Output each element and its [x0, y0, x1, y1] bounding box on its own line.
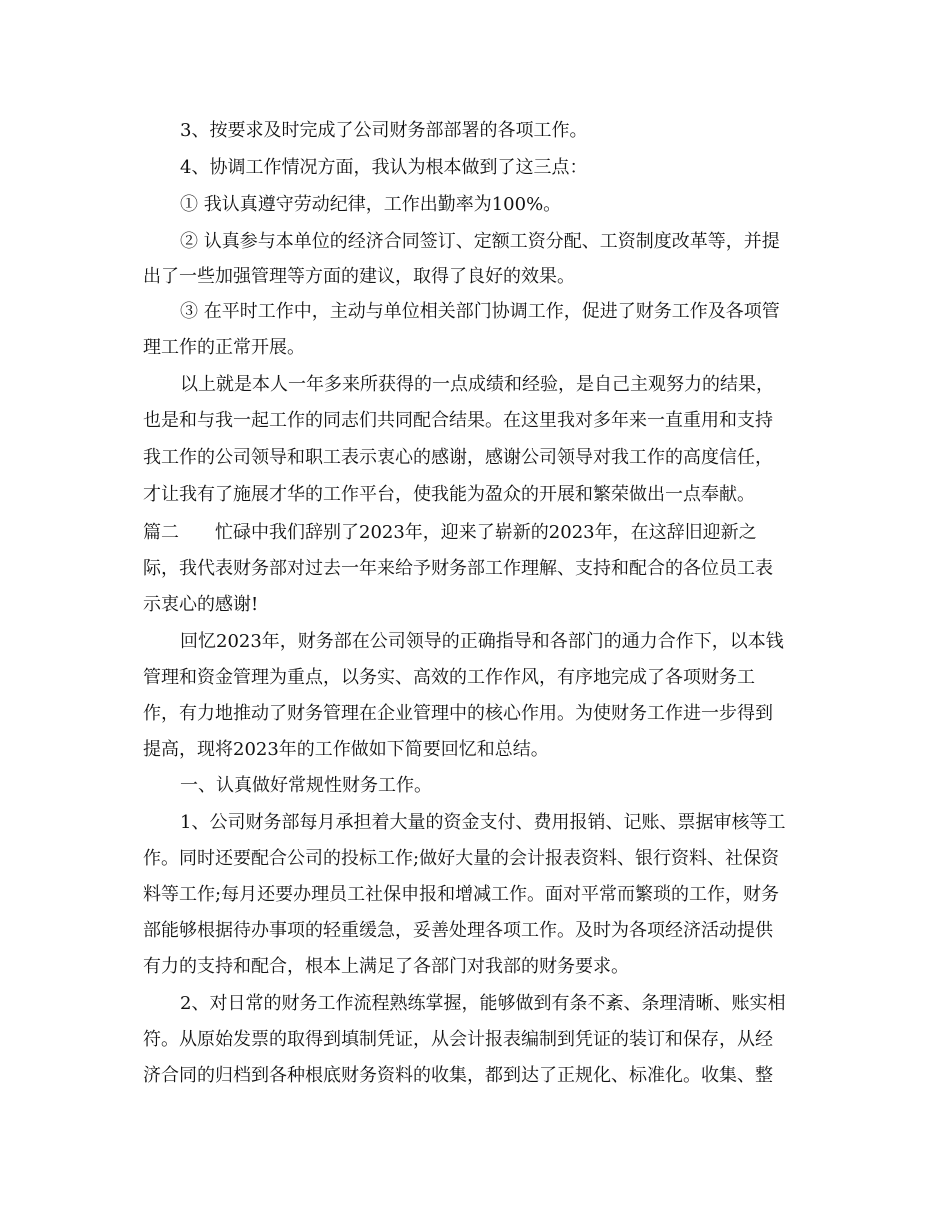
paragraph-line: 才让我有了施展才华的工作平台，使我能为盈众的开展和繁荣做出一点奉献。: [143, 484, 755, 505]
paragraph-line: 以上就是本人一年多来所获得的一点成绩和经验，是自己主观努力的结果，: [180, 374, 774, 395]
paragraph-line: ③ 在平时工作中，主动与单位相关部门协调工作，促进了财务工作及各项管: [180, 301, 780, 322]
paragraph-line: 作。同时还要配合公司的投标工作;做好大量的会计报表资料、银行资料、社保资: [143, 848, 780, 869]
paragraph-line: 2、对日常的财务工作流程熟练掌握，能够做到有条不紊、条理清晰、账实相: [180, 993, 786, 1014]
paragraph-line: 1、公司财务部每月承担着大量的资金支付、费用报销、记账、票据审核等工: [180, 812, 786, 833]
paragraph-line: 忙碌中我们辞别了2023年，迎来了崭新的2023年，在这辞旧迎新之: [215, 522, 757, 543]
paragraph-line: 际，我代表财务部对过去一年来给予财务部工作理解、支持和配合的各位员工表: [143, 558, 773, 579]
paragraph-line: 示衷心的感谢!: [143, 594, 259, 615]
paragraph-line: 管理和资金管理为重点，以务实、高效的工作作风，有序地完成了各项财务工: [143, 667, 755, 688]
paragraph-line: 我工作的公司领导和职工表示衷心的感谢，感谢公司领导对我工作的高度信任，: [143, 447, 773, 468]
paragraph-line: 济合同的归档到各种根底财务资料的收集，都到达了正规化、标准化。收集、整: [143, 1065, 773, 1086]
paragraph-line: ① 我认真遵守劳动纪律，工作出勤率为100%。: [180, 194, 562, 215]
paragraph-line: 也是和与我一起工作的同志们共同配合结果。在这里我对多年来一直重用和支持: [143, 410, 773, 431]
paragraph-line: 部能够根据待办事项的轻重缓急，妥善处理各项工作。及时为各项经济活动提供: [143, 920, 773, 941]
paragraph-line: 有力的支持和配合，根本上满足了各部门对我部的财务要求。: [143, 956, 629, 977]
paragraph-line: 回忆2023年，财务部在公司领导的正确指导和各部门的通力合作下，以本钱: [180, 631, 784, 652]
paragraph-line: 符。从原始发票的取得到填制凭证，从会计报表编制到凭证的装订和保存，从经: [143, 1029, 773, 1050]
paragraph-line: 料等工作;每月还要办理员工社保申报和增减工作。面对平常而繁琐的工作，财务: [143, 884, 780, 905]
paragraph-line: 3、按要求及时完成了公司财务部部署的各项工作。: [180, 120, 588, 141]
paragraph-line: 提高，现将2023年的工作做如下简要回忆和总结。: [143, 739, 549, 760]
section-label: 篇二: [143, 522, 179, 543]
paragraph-line: 理工作的正常开展。: [143, 337, 305, 358]
paragraph-line: 出了一些加强管理等方面的建议，取得了良好的效果。: [143, 266, 575, 287]
paragraph-line: 一、认真做好常规性财务工作。: [180, 775, 432, 796]
paragraph-line: 作，有力地推动了财务管理在企业管理中的核心作用。为使财务工作进一步得到: [143, 703, 773, 724]
paragraph-line: ② 认真参与本单位的经济合同签订、定额工资分配、工资制度改革等，并提: [180, 231, 780, 252]
paragraph-line: 4、协调工作情况方面，我认为根本做到了这三点：: [180, 157, 588, 178]
